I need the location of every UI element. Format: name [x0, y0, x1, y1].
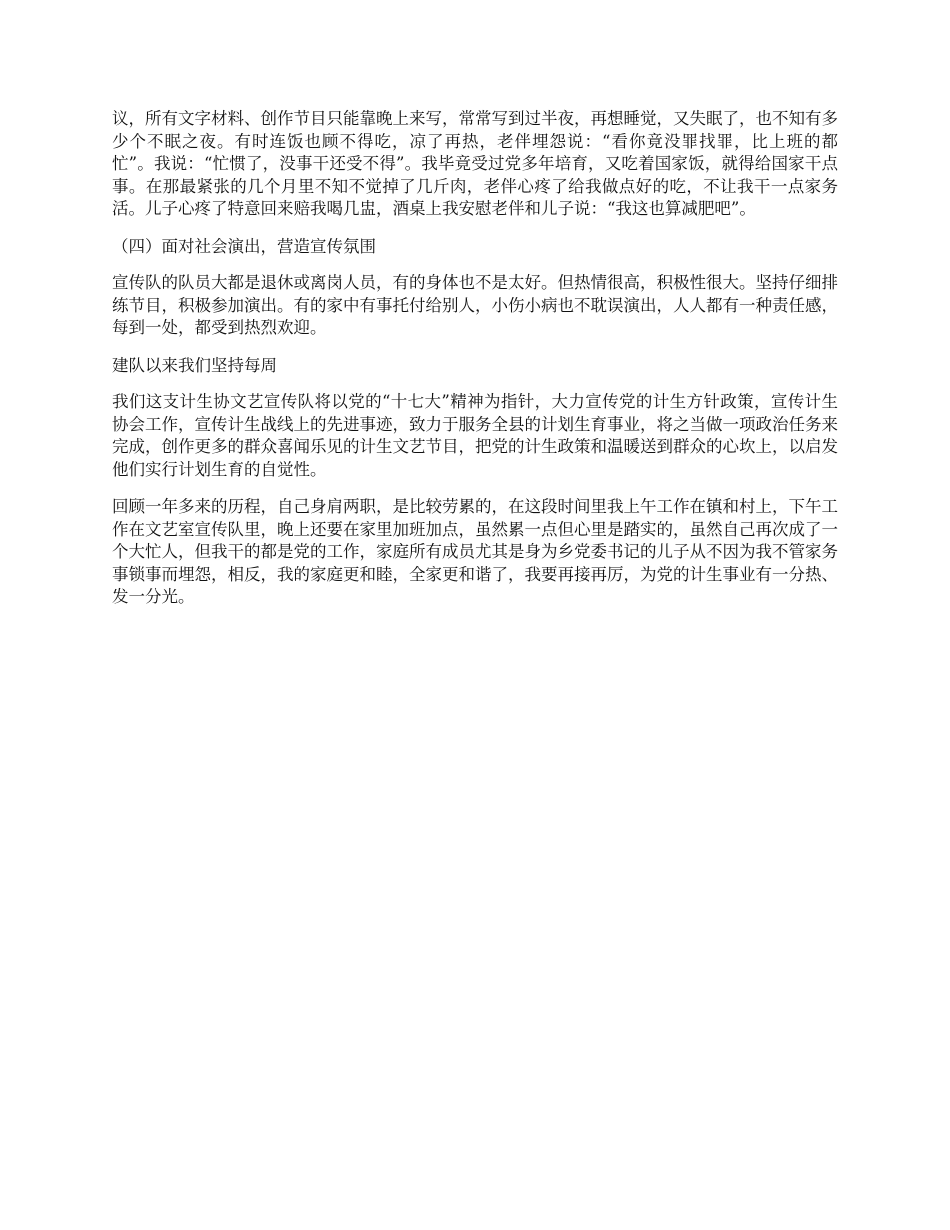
section-heading-4: （四）面对社会演出，营造宣传氛围 — [112, 236, 376, 256]
paragraph-1: 议，所有文字材料、创作节目只能靠晚上来写，常常写到过半夜，再想睡觉，又失眠了，也不知有多少个不眠之夜。有时连饭也顾不得吃，凉了再热，老伴埋怨说：“看你竟没罪找罪，比上班的都忙”。我说：“忙惯了，没事干还受不得”。我毕竟受过党多年培育，又吃着国家饭，就得给国家干点事。在那最紧张的几个月里不知不觉掉了几斤肉，老伴心疼了给我做点好的吃，不让我干一点家务活。儿子心疼了特意回来赔我喝几盅，酒桌上我安慰老伴和儿子说：“我这也算减肥吧”。 — [112, 109, 838, 218]
paragraph-2: 宣传队的队员大都是退休或离岗人员，有的身体也不是太好。但热情很高，积极性很大。坚持仔细排练节目，积极参加演出。有的家中有事托付给别人，小伤小病也不耽误演出，人人都有一种责任感，每到一处，都受到热烈欢迎。 — [112, 273, 838, 337]
paragraph-4: 我们这支计生协文艺宣传队将以党的“十七大”精神为指针，大力宣传党的计生方针政策，宣传计生协会工作，宣传计生战线上的先进事迹，致力于服务全县的计划生育事业，将之当做一项政治任务来完成，创作更多的群众喜闻乐见的计生文艺节目，把党的计生政策和温暖送到群众的心坎上，以启发他们实行计划生育的自觉性。 — [112, 392, 838, 479]
paragraph-5: 回顾一年多来的历程，自己身肩两职，是比较劳累的，在这段时间里我上午工作在镇和村上，下午工作在文艺室宣传队里，晚上还要在家里加班加点，虽然累一点但心里是踏实的，虽然自己再次成了一个大忙人，但我干的都是党的工作，家庭所有成员尤其是身为乡党委书记的儿子从不因为我不管家务事锁事而埋怨，相反，我的家庭更和睦，全家更和谐了，我要再接再厉，为党的计生事业有一分热、发一分光。 — [112, 497, 838, 606]
document-page — [112, 108, 838, 624]
paragraph-3-fragment: 建队以来我们坚持每周 — [112, 355, 277, 375]
